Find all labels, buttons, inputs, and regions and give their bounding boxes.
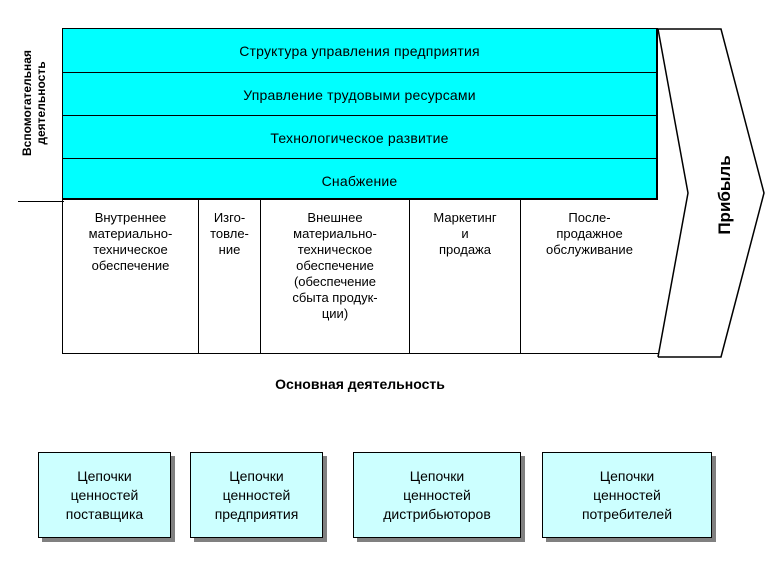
cell-text-line: товле- [210, 226, 249, 241]
cell-text-line: сбыта продук- [292, 290, 378, 305]
value-chain-box-enterprise [190, 452, 323, 538]
chain-text-line: ценностей [403, 486, 471, 503]
primary-cell-after-sales-service [521, 200, 659, 354]
chain-text-line: Цепочки [77, 467, 132, 484]
value-chain-box-distributor [353, 452, 521, 538]
value-chain-box-consumer [542, 452, 712, 538]
chain-text-line: потребителей [581, 505, 673, 522]
cell-text-line: обеспечение [296, 258, 374, 273]
primary-cell-outbound-logistics [261, 200, 410, 354]
chain-text-line: предприятия [214, 505, 299, 522]
cell-text-line: После- [568, 210, 611, 225]
cell-text-line: техническое [93, 242, 168, 257]
cell-text-line: ции) [321, 306, 349, 321]
cell-text-line: материально- [88, 226, 173, 241]
cell-text-line: Внутреннее [94, 210, 167, 225]
support-row-human-resources: Управление трудовыми ресурсами [63, 72, 656, 116]
cell-text-line: Внешнее [307, 210, 363, 225]
cell-text-line: материально- [293, 226, 377, 241]
cell-text-line: Изго- [213, 210, 246, 225]
chain-text-line: ценностей [593, 486, 661, 503]
side-label-line: Вспомогательная [20, 50, 34, 156]
profit-label-text: Прибыль [715, 155, 734, 235]
side-label-line: деятельность [34, 61, 48, 145]
value-chain-box-supplier [38, 452, 171, 538]
primary-cell-marketing-sales [410, 200, 521, 354]
chain-text-line: поставщика [65, 505, 144, 522]
side-separator-line [18, 201, 64, 202]
cell-text-line: продажа [439, 242, 491, 257]
chain-text-line: Цепочки [599, 467, 655, 484]
support-row-technology-development: Технологическое развитие [63, 115, 656, 159]
cell-text-line: техническое [297, 242, 373, 257]
profit-label [700, 150, 750, 240]
cell-text-line: и [461, 226, 469, 241]
chain-text-line: Цепочки [229, 467, 284, 484]
primary-activities-title: Основная деятельность [275, 376, 445, 392]
chain-text-line: ценностей [222, 486, 291, 503]
support-activities-label [14, 28, 54, 178]
primary-cell-inbound-logistics [62, 200, 199, 354]
cell-text-line: продажное [556, 226, 623, 241]
support-row-procurement: Снабжение [63, 158, 656, 202]
support-row-management-structure: Структура управления предприятия [239, 42, 480, 59]
chain-text-line: Цепочки [409, 467, 465, 484]
cell-text-line: обеспечение [91, 258, 170, 273]
cell-text-line: ние [218, 242, 241, 257]
chain-text-line: ценностей [70, 486, 139, 503]
cell-text-line: обслуживание [546, 242, 633, 257]
cell-text-line: (обеспечение [293, 274, 377, 289]
chain-text-line: дистрибьюторов [383, 505, 491, 522]
cell-text-line: Маркетинг [433, 210, 497, 225]
primary-cell-production [199, 200, 261, 354]
support-activities-block [62, 28, 658, 200]
